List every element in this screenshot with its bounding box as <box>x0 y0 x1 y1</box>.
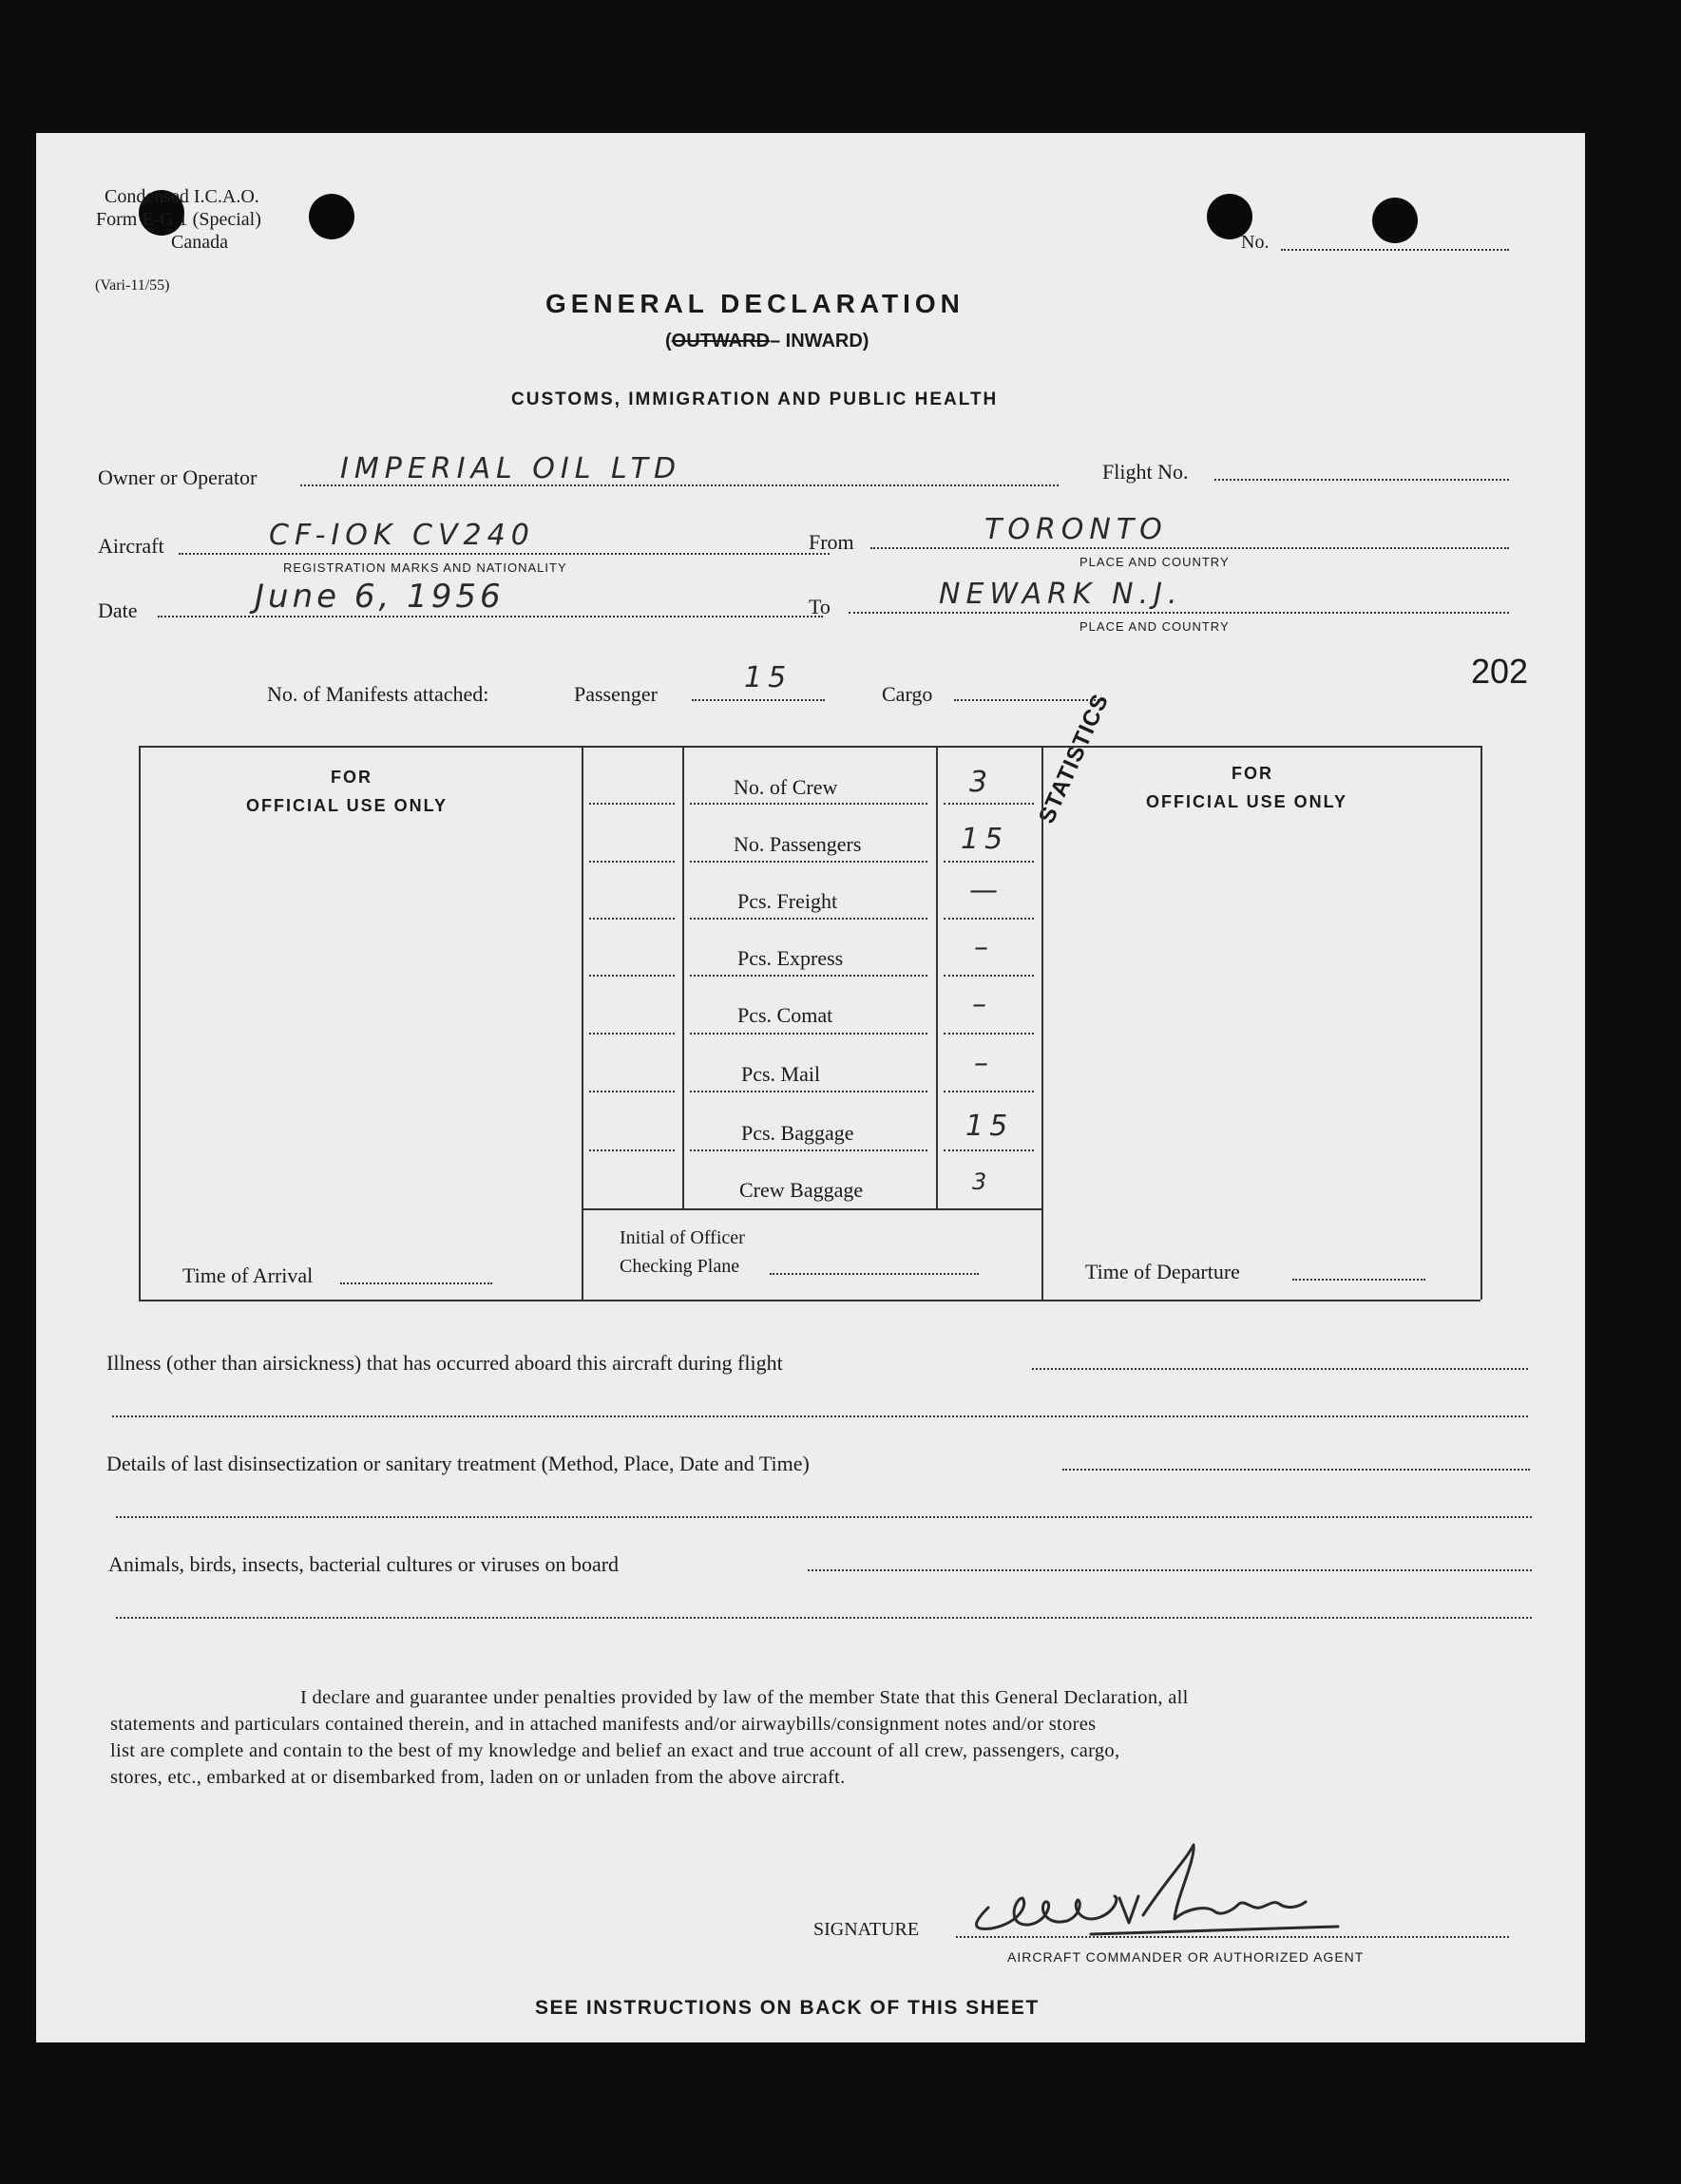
table-row-rule <box>589 803 675 805</box>
punch-hole-icon <box>1372 198 1418 243</box>
time-of-departure-label: Time of Departure <box>1085 1260 1240 1283</box>
right-official-header-1: FOR <box>1232 764 1273 783</box>
signature-caption: AIRCRAFT COMMANDER OR AUTHORIZED AGENT <box>1007 1949 1365 1965</box>
animals-field[interactable] <box>808 1569 1532 1571</box>
table-row-label: No. Passengers <box>734 832 862 856</box>
initial-officer-field[interactable] <box>770 1273 979 1275</box>
aircraft-field[interactable] <box>179 553 830 555</box>
illness-field-line2[interactable] <box>112 1415 1528 1417</box>
aircraft-value: CF-IOK CV240 <box>269 519 535 552</box>
table-divider-4 <box>1041 746 1043 1300</box>
disinsectization-label: Details of last disinsectization or sanitary treatment (Method, Place, Date and Time) <box>106 1452 810 1475</box>
to-caption: PLACE AND COUNTRY <box>1079 619 1230 634</box>
table-row-rule <box>589 1149 675 1151</box>
flight-field[interactable] <box>1214 479 1509 481</box>
table-bottom-border <box>139 1300 1480 1301</box>
date-field[interactable] <box>158 616 823 617</box>
table-row-label: Pcs. Freight <box>737 889 838 913</box>
time-of-arrival-field[interactable] <box>340 1282 492 1284</box>
footer-instructions: SEE INSTRUCTIONS ON BACK OF THIS SHEET <box>535 1997 1040 2019</box>
table-row-rule <box>944 918 1034 920</box>
time-of-arrival-label: Time of Arrival <box>182 1263 314 1287</box>
date-label: Date <box>98 598 138 622</box>
table-row-rule <box>944 1033 1034 1035</box>
date-value: June 6, 1956 <box>255 578 505 616</box>
animals-field-line2[interactable] <box>116 1617 1532 1619</box>
flight-label: Flight No. <box>1102 460 1189 484</box>
passenger-value: 15 <box>744 661 793 694</box>
owner-value: IMPERIAL OIL LTD <box>340 452 682 485</box>
table-row-rule <box>589 1091 675 1092</box>
table-row-rule <box>589 1033 675 1035</box>
table-row-rule <box>690 918 927 920</box>
table-row-rule <box>690 975 927 977</box>
table-row-label: Pcs. Baggage <box>741 1121 854 1145</box>
table-row-label: Pcs. Mail <box>741 1062 821 1086</box>
table-row-rule <box>944 1149 1034 1151</box>
table-divider-1 <box>582 746 583 1300</box>
table-row-label: Crew Baggage <box>739 1178 864 1202</box>
cargo-label: Cargo <box>882 682 933 706</box>
illness-label: Illness (other than airsickness) that has occurred aboard this aircraft during flight <box>106 1351 783 1375</box>
table-row-rule <box>944 1091 1034 1092</box>
to-label: To <box>809 595 831 618</box>
disinsectization-field-line2[interactable] <box>116 1516 1532 1518</box>
table-row-rule <box>690 803 927 805</box>
table-row-rule <box>690 1033 927 1035</box>
table-right-border <box>1480 746 1482 1300</box>
form-number-label: No. <box>1241 232 1270 253</box>
to-field[interactable] <box>849 612 1509 614</box>
declaration-line-2: statements and particulars contained therein, and in attached manifests and/or airwaybills/consignment notes and/or stores <box>110 1714 1097 1735</box>
passenger-label: Passenger <box>574 682 658 706</box>
table-left-border <box>139 746 141 1300</box>
table-row-rule <box>690 1149 927 1151</box>
handwritten-signature <box>939 1841 1433 1946</box>
aircraft-label: Aircraft <box>98 534 164 558</box>
signature-label: SIGNATURE <box>813 1919 920 1940</box>
table-row-rule <box>589 975 675 977</box>
owner-label: Owner or Operator <box>98 465 258 489</box>
right-official-header-2: OFFICIAL USE ONLY <box>1146 792 1348 811</box>
table-row-rule <box>690 861 927 863</box>
animals-label: Animals, birds, insects, bacterial cultures or viruses on board <box>108 1552 620 1576</box>
statistics-stamp: STATISTICS <box>1034 690 1115 827</box>
table-row-value: 15 <box>961 823 1009 856</box>
table-top-border <box>139 746 1480 748</box>
form-id-line2: Form E-G 1 (Special) <box>96 209 261 230</box>
table-row-label: Pcs. Comat <box>737 1003 833 1027</box>
table-row-rule <box>944 975 1034 977</box>
outward-struck: OUTWARD <box>671 331 770 351</box>
passenger-field[interactable] <box>692 699 825 701</box>
form-subtitle: (OUTWARD– INWARD) <box>665 331 869 351</box>
table-row-rule <box>944 803 1034 805</box>
table-row-rule <box>690 1091 927 1092</box>
to-value: NEWARK N.J. <box>939 578 1183 611</box>
form-version: (Vari-11/55) <box>95 277 170 294</box>
form-id-line3: Canada <box>171 232 228 253</box>
left-official-header-1: FOR <box>331 768 372 787</box>
manifests-label: No. of Manifests attached: <box>267 682 489 706</box>
disinsectization-field[interactable] <box>1062 1469 1530 1471</box>
punch-hole-icon <box>309 194 354 239</box>
table-divider-3 <box>936 746 938 1208</box>
table-row-value: – <box>974 1047 994 1080</box>
from-value: TORONTO <box>984 513 1168 546</box>
time-of-departure-field[interactable] <box>1292 1279 1425 1281</box>
section-title: CUSTOMS, IMMIGRATION AND PUBLIC HEALTH <box>511 389 999 409</box>
from-caption: PLACE AND COUNTRY <box>1079 555 1230 569</box>
table-divider-2 <box>682 746 684 1208</box>
cargo-field[interactable] <box>954 699 1106 701</box>
form-number-field[interactable] <box>1281 249 1509 251</box>
table-row-value: — <box>969 874 1003 907</box>
table-row-rule <box>589 918 675 920</box>
checking-plane-label: Checking Plane <box>620 1256 740 1277</box>
declaration-line-3: list are complete and contain to the best of my knowledge and belief an exact and true account of all crew, passengers, cargo, <box>110 1740 1120 1761</box>
illness-field[interactable] <box>1032 1368 1528 1370</box>
table-row-label: Pcs. Express <box>737 946 844 970</box>
left-official-header-2: OFFICIAL USE ONLY <box>246 796 449 815</box>
table-row-value: – <box>974 931 994 964</box>
form-id-line1: Condensed I.C.A.O. <box>105 186 259 207</box>
table-row-value: – <box>972 988 992 1021</box>
table-row-value: 3 <box>972 1168 993 1195</box>
table-row-rule <box>589 861 675 863</box>
declaration-line-4: stores, etc., embarked at or disembarked from, laden on or unladen from the above aircraft. <box>110 1767 846 1788</box>
page-number: 202 <box>1471 652 1529 691</box>
form-title: GENERAL DECLARATION <box>545 289 965 318</box>
table-row-rule <box>944 861 1034 863</box>
declaration-line-1: I declare and guarantee under penalties provided by law of the member State that this General Declaration, all <box>300 1687 1189 1708</box>
declaration-sheet <box>36 133 1585 2042</box>
from-field[interactable] <box>870 547 1509 549</box>
initial-officer-label: Initial of Officer <box>620 1227 745 1248</box>
table-row-value: 3 <box>969 766 994 799</box>
table-inner-rule <box>582 1208 1041 1210</box>
aircraft-caption: REGISTRATION MARKS AND NATIONALITY <box>283 560 567 575</box>
table-row-value: 15 <box>965 1110 1014 1143</box>
from-label: From <box>809 530 854 554</box>
table-row-label: No. of Crew <box>734 775 838 799</box>
